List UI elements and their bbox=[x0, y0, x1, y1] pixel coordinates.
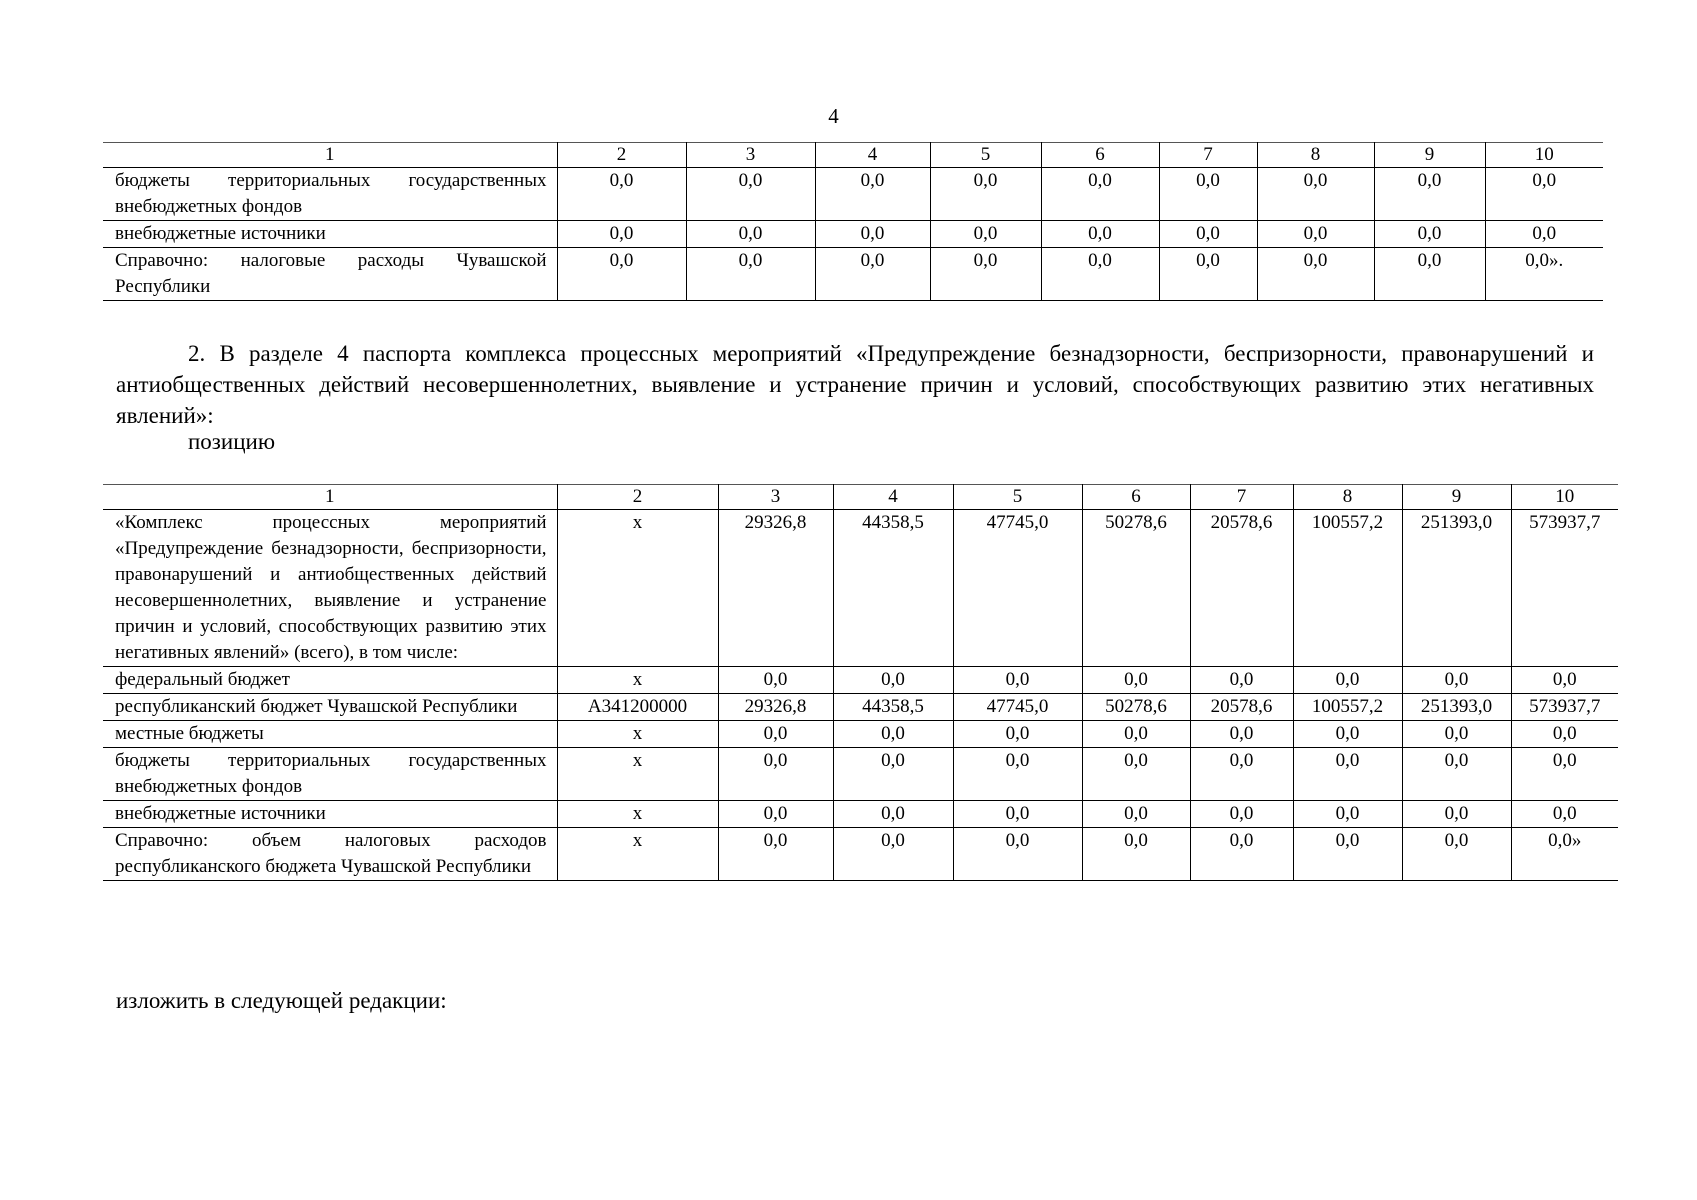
table2-value-cell: 0,0 bbox=[718, 828, 833, 881]
table2-row-label: Справочно: объем налоговых расходов республиканского бюджета Чувашской Республики bbox=[103, 828, 557, 881]
table2-value-cell: 0,0 bbox=[1511, 721, 1618, 748]
table2-value-cell: 0,0 bbox=[718, 667, 833, 694]
table2-value-cell: 0,0 bbox=[953, 721, 1082, 748]
table2-value-cell: 0,0» bbox=[1511, 828, 1618, 881]
table1-value-cell: 0,0 bbox=[686, 168, 815, 221]
table2-row-label: федеральный бюджет bbox=[103, 667, 557, 694]
table2-header-cell: 9 bbox=[1402, 485, 1511, 510]
table2-code-cell: х bbox=[557, 801, 718, 828]
table2-row-label: внебюджетные источники bbox=[103, 801, 557, 828]
amendment-paragraph: 2. В разделе 4 паспорта комплекса процессных мероприятий «Предупреждение безнадзорности, беспризорности, правонарушений и антиобщественных действий несовершеннолетних, выявление и устранение причин и условий, способствующих развитию этих негативных явлений»: bbox=[116, 341, 1594, 428]
table1-value-cell: 0,0 bbox=[1257, 221, 1374, 248]
table1-value-cell: 0,0 bbox=[557, 221, 686, 248]
table2-value-cell: 573937,7 bbox=[1511, 510, 1618, 667]
process-activities-funding-table bbox=[103, 484, 1618, 881]
table2-value-cell: 29326,8 bbox=[718, 694, 833, 721]
table2-value-cell: 573937,7 bbox=[1511, 694, 1618, 721]
table2-value-cell: 0,0 bbox=[1082, 748, 1190, 801]
table2-code-cell: А341200000 bbox=[557, 694, 718, 721]
table1-value-cell: 0,0 bbox=[930, 168, 1041, 221]
table2-value-cell: 20578,6 bbox=[1190, 510, 1293, 667]
table2-value-cell: 0,0 bbox=[1190, 748, 1293, 801]
table2-header-cell: 5 bbox=[953, 485, 1082, 510]
closing-text: изложить в следующей редакции: bbox=[116, 988, 447, 1013]
table2-header-cell: 8 bbox=[1293, 485, 1402, 510]
table1-header-cell: 4 bbox=[815, 143, 930, 168]
table2-value-cell: 50278,6 bbox=[1082, 694, 1190, 721]
table1-header-cell: 6 bbox=[1041, 143, 1159, 168]
table2-value-cell: 47745,0 bbox=[953, 694, 1082, 721]
table2-value-cell: 47745,0 bbox=[953, 510, 1082, 667]
table2-value-cell: 0,0 bbox=[1402, 828, 1511, 881]
table2-value-cell: 0,0 bbox=[833, 667, 953, 694]
table1-row bbox=[103, 248, 1603, 301]
table1-value-cell: 0,0 bbox=[815, 221, 930, 248]
table2-code-cell: х bbox=[557, 510, 718, 667]
table1-value-cell: 0,0 bbox=[1485, 221, 1603, 248]
table1-value-cell: 0,0 bbox=[1041, 221, 1159, 248]
table2-value-cell: 0,0 bbox=[1293, 667, 1402, 694]
table2-code-cell: х bbox=[557, 667, 718, 694]
table2-code-cell: х bbox=[557, 721, 718, 748]
table1-value-cell: 0,0 bbox=[1374, 221, 1485, 248]
table1-row-label: внебюджетные источники bbox=[103, 221, 557, 248]
table2-row bbox=[103, 828, 1618, 881]
table2-value-cell: 251393,0 bbox=[1402, 510, 1511, 667]
table2-header-row bbox=[103, 485, 1618, 510]
table1-value-cell: 0,0 bbox=[686, 221, 815, 248]
table2-value-cell: 0,0 bbox=[953, 801, 1082, 828]
table2-value-cell: 0,0 bbox=[833, 801, 953, 828]
table2-value-cell: 0,0 bbox=[953, 748, 1082, 801]
table1-header-cell: 5 bbox=[930, 143, 1041, 168]
table2-value-cell: 44358,5 bbox=[833, 510, 953, 667]
table2-row bbox=[103, 510, 1618, 667]
table2-value-cell: 0,0 bbox=[1082, 801, 1190, 828]
table1-value-cell: 0,0 bbox=[557, 168, 686, 221]
table2-code-cell: х bbox=[557, 748, 718, 801]
table2-value-cell: 0,0 bbox=[1190, 721, 1293, 748]
table2-value-cell: 100557,2 bbox=[1293, 510, 1402, 667]
table2-row-label: «Комплекс процессных мероприятий «Предупреждение безнадзорности, беспризорности, правонарушений и антиобщественных действий несовершеннолетних, выявление и устранение причин и условий, способствующих развитию этих негативных явлений» (всего), в том числе: bbox=[103, 510, 557, 667]
funding-table-continuation bbox=[103, 142, 1603, 301]
table2-value-cell: 44358,5 bbox=[833, 694, 953, 721]
table1-value-cell: 0,0 bbox=[930, 221, 1041, 248]
table1-value-cell: 0,0 bbox=[1159, 221, 1257, 248]
table2-value-cell: 0,0 bbox=[718, 801, 833, 828]
table1-value-cell: 0,0 bbox=[1041, 168, 1159, 221]
table2-value-cell: 0,0 bbox=[1082, 828, 1190, 881]
table1-value-cell: 0,0 bbox=[557, 248, 686, 301]
table2-value-cell: 251393,0 bbox=[1402, 694, 1511, 721]
table2-value-cell: 0,0 bbox=[1293, 748, 1402, 801]
table2-value-cell: 0,0 bbox=[1402, 667, 1511, 694]
table2-value-cell: 0,0 bbox=[1293, 721, 1402, 748]
table2-value-cell: 0,0 bbox=[1402, 721, 1511, 748]
table1-header-cell: 7 bbox=[1159, 143, 1257, 168]
table2-value-cell: 0,0 bbox=[1190, 667, 1293, 694]
table1-value-cell: 0,0 bbox=[1257, 248, 1374, 301]
table2-body bbox=[103, 485, 1618, 881]
table1-row bbox=[103, 168, 1603, 221]
table1-row-label: бюджеты территориальных государственных внебюджетных фондов bbox=[103, 168, 557, 221]
table1-row bbox=[103, 221, 1603, 248]
table2-value-cell: 0,0 bbox=[1511, 801, 1618, 828]
table2-value-cell: 0,0 bbox=[833, 721, 953, 748]
table2-row-label: местные бюджеты bbox=[103, 721, 557, 748]
table1-row-label: Справочно: налоговые расходы Чувашской Республики bbox=[103, 248, 557, 301]
table1-value-cell: 0,0 bbox=[815, 168, 930, 221]
table2-value-cell: 0,0 bbox=[1402, 748, 1511, 801]
table2-header-cell: 4 bbox=[833, 485, 953, 510]
table1-value-cell: 0,0 bbox=[815, 248, 930, 301]
table2-header-cell: 1 bbox=[103, 485, 557, 510]
table2-value-cell: 0,0 bbox=[1082, 667, 1190, 694]
table2-value-cell: 0,0 bbox=[1293, 801, 1402, 828]
table2-value-cell: 50278,6 bbox=[1082, 510, 1190, 667]
table2-value-cell: 29326,8 bbox=[718, 510, 833, 667]
table2-row-label: бюджеты территориальных государственных внебюджетных фондов bbox=[103, 748, 557, 801]
table2-header-cell: 7 bbox=[1190, 485, 1293, 510]
table1-header-cell: 8 bbox=[1257, 143, 1374, 168]
table2-value-cell: 0,0 bbox=[833, 828, 953, 881]
table1-value-cell: 0,0 bbox=[1257, 168, 1374, 221]
table1-value-cell: 0,0 bbox=[1041, 248, 1159, 301]
table2-value-cell: 0,0 bbox=[1511, 748, 1618, 801]
table2-value-cell: 0,0 bbox=[1511, 667, 1618, 694]
table2-value-cell: 0,0 bbox=[1190, 801, 1293, 828]
table2-row-label: республиканский бюджет Чувашской Республики bbox=[103, 694, 557, 721]
table1-header-cell: 3 bbox=[686, 143, 815, 168]
table1-header-cell: 10 bbox=[1485, 143, 1603, 168]
table2-code-cell: х bbox=[557, 828, 718, 881]
table2-row bbox=[103, 721, 1618, 748]
table2-value-cell: 0,0 bbox=[1190, 828, 1293, 881]
table1-header-row bbox=[103, 143, 1603, 168]
table1-value-cell: 0,0 bbox=[1159, 168, 1257, 221]
table2-value-cell: 0,0 bbox=[953, 828, 1082, 881]
table2-value-cell: 0,0 bbox=[718, 721, 833, 748]
table1-value-cell: 0,0 bbox=[930, 248, 1041, 301]
table2-row bbox=[103, 667, 1618, 694]
table2-value-cell: 0,0 bbox=[1402, 801, 1511, 828]
table2-value-cell: 100557,2 bbox=[1293, 694, 1402, 721]
table2-value-cell: 20578,6 bbox=[1190, 694, 1293, 721]
page-number: 4 bbox=[828, 104, 839, 128]
table2-row bbox=[103, 801, 1618, 828]
table2-header-cell: 6 bbox=[1082, 485, 1190, 510]
table1-value-cell: 0,0 bbox=[1374, 168, 1485, 221]
table2-header-cell: 10 bbox=[1511, 485, 1618, 510]
table1-value-cell: 0,0 bbox=[1374, 248, 1485, 301]
table1-body bbox=[103, 143, 1603, 301]
table2-value-cell: 0,0 bbox=[718, 748, 833, 801]
table2-value-cell: 0,0 bbox=[833, 748, 953, 801]
table1-header-cell: 2 bbox=[557, 143, 686, 168]
table2-value-cell: 0,0 bbox=[1082, 721, 1190, 748]
position-label: позицию bbox=[188, 429, 276, 454]
table1-header-cell: 1 bbox=[103, 143, 557, 168]
table2-value-cell: 0,0 bbox=[1293, 828, 1402, 881]
table1-value-cell: 0,0 bbox=[686, 248, 815, 301]
table1-value-cell: 0,0 bbox=[1485, 168, 1603, 221]
table2-value-cell: 0,0 bbox=[953, 667, 1082, 694]
table1-value-cell: 0,0 bbox=[1159, 248, 1257, 301]
table1-header-cell: 9 bbox=[1374, 143, 1485, 168]
table2-header-cell: 2 bbox=[557, 485, 718, 510]
table2-row bbox=[103, 748, 1618, 801]
table1-value-cell: 0,0». bbox=[1485, 248, 1603, 301]
table2-row bbox=[103, 694, 1618, 721]
table2-header-cell: 3 bbox=[718, 485, 833, 510]
